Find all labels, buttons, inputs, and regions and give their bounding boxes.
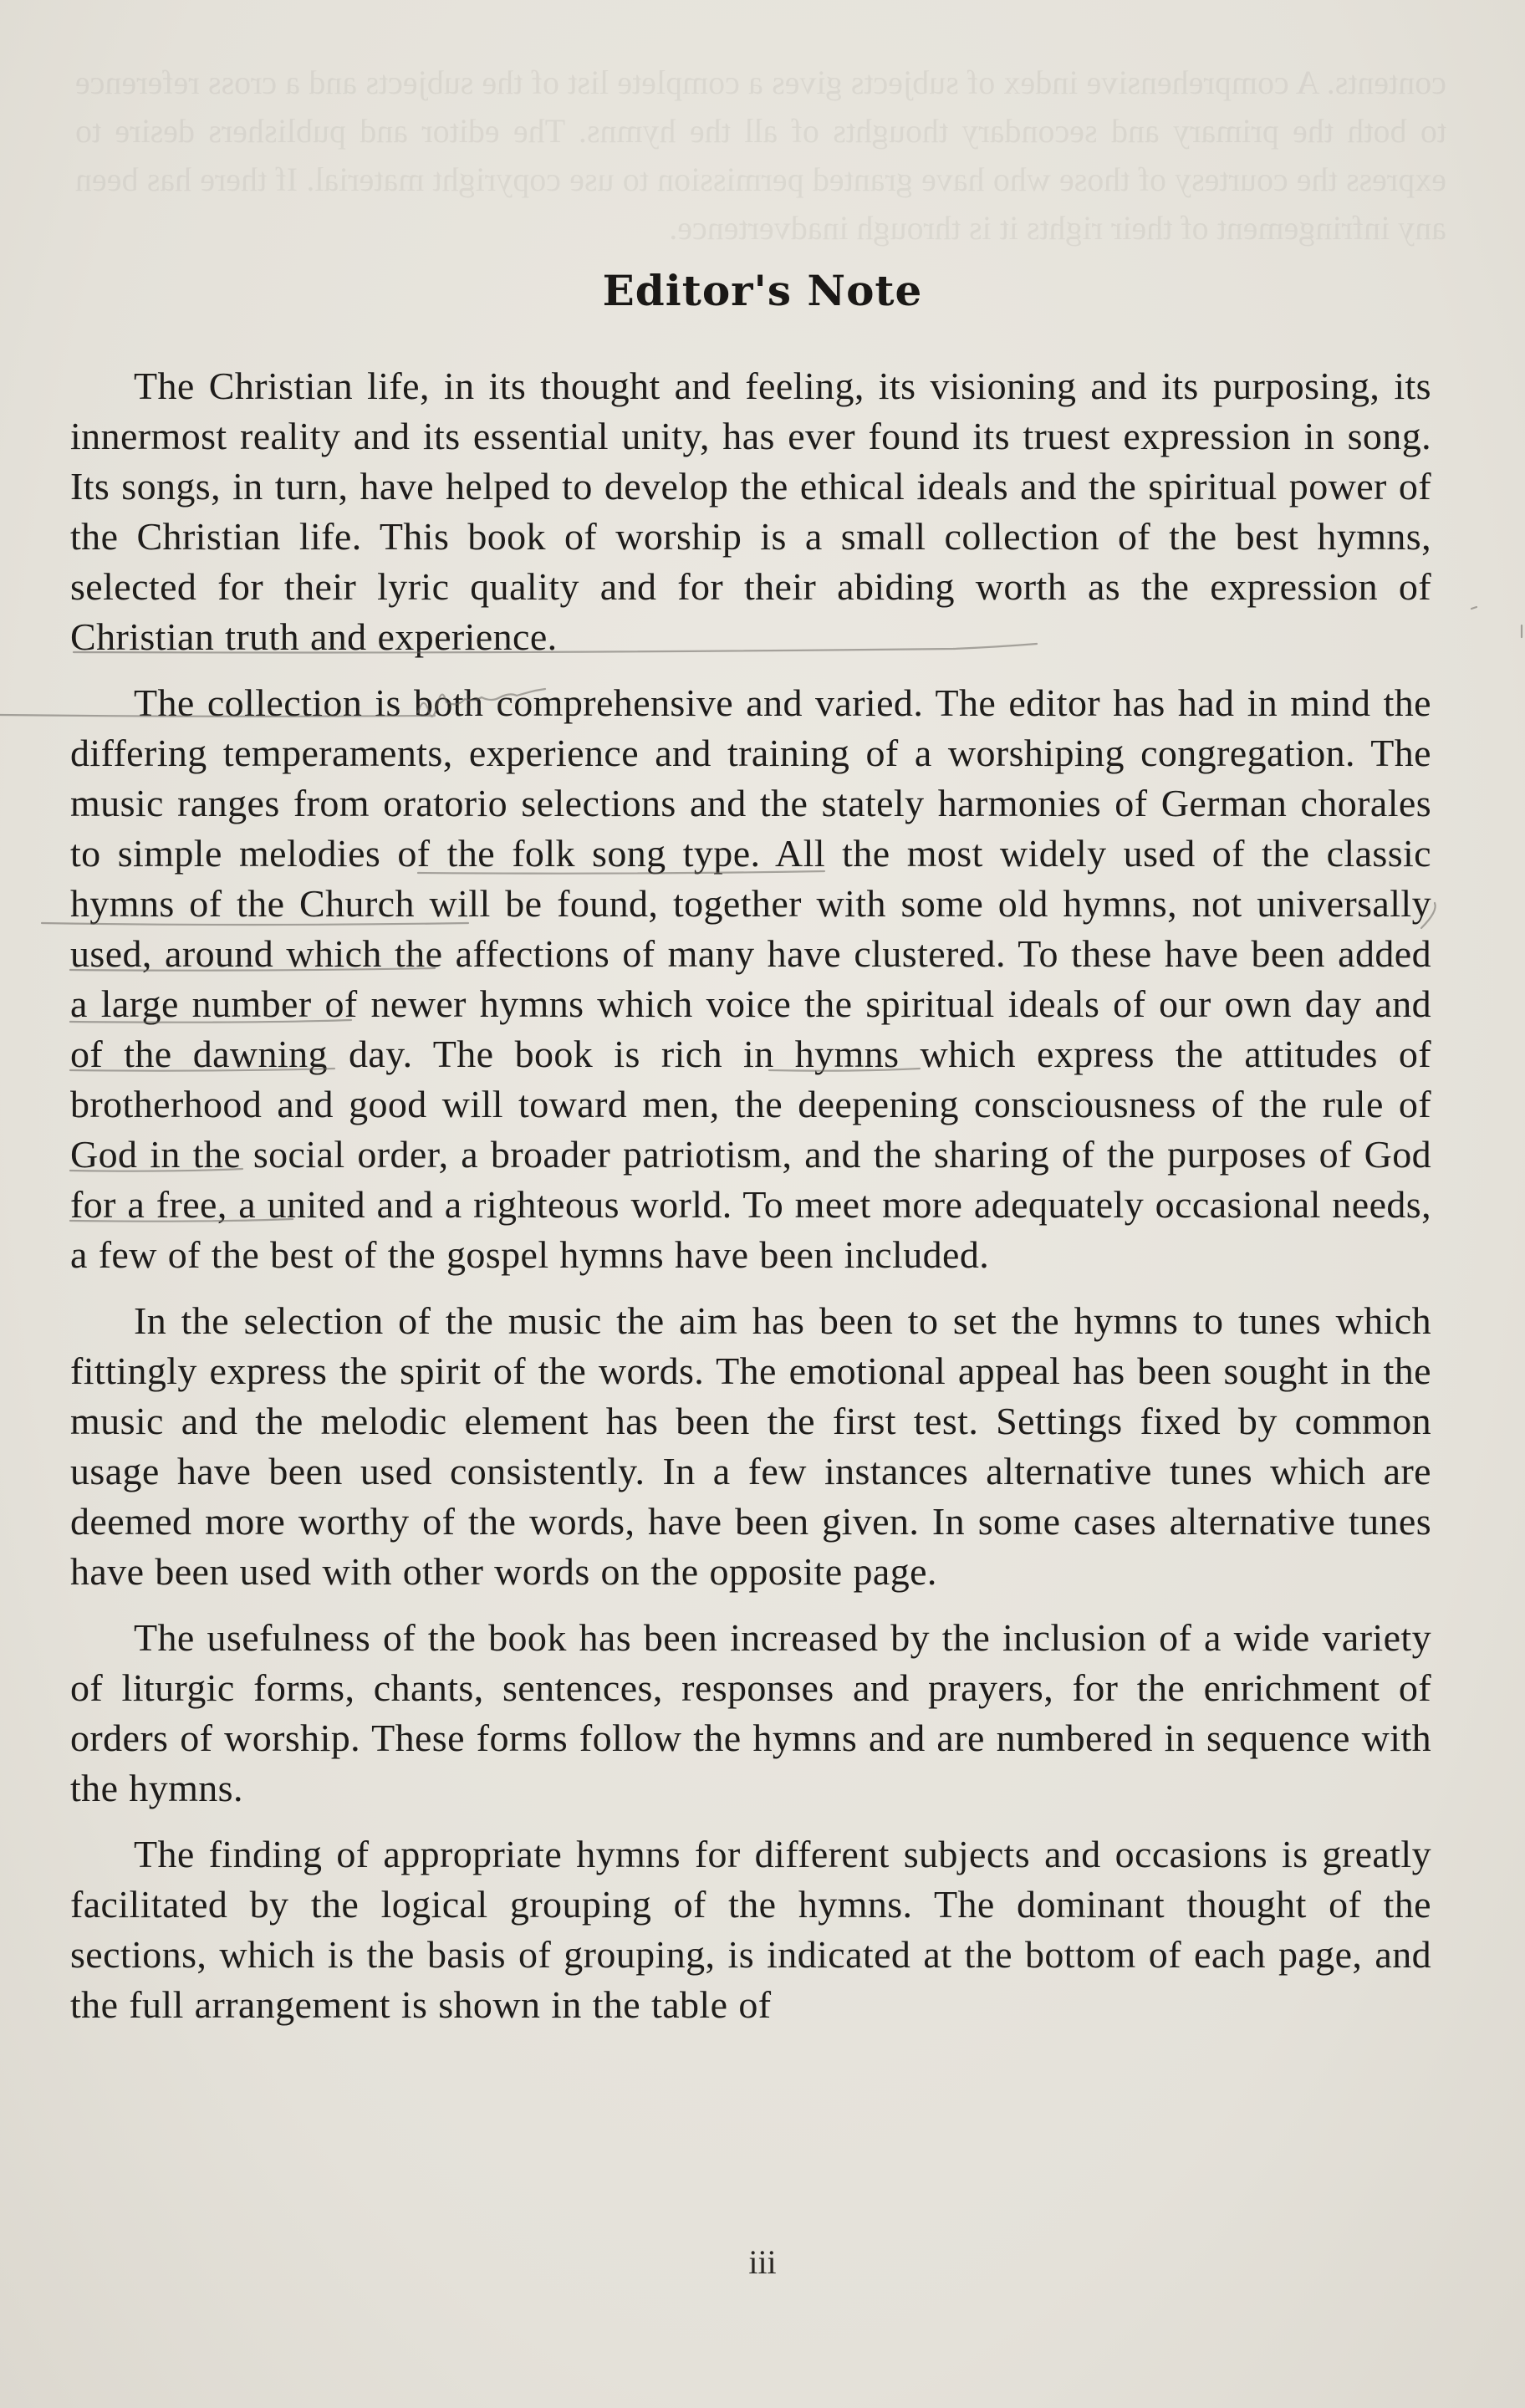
page-number: iii (748, 2243, 777, 2281)
bleed-through-text: contents. A comprehensive index of subjects gives a complete list of the subjects and a cross reference to both the primary and secondary thoughts of all the hymns. The editor and publishers desire to express the courtesy of those who have granted permission to use copyright material. If there has been any infringement of their rights it is through inadvertence. (75, 64, 1446, 247)
pencil-tick-1 (1471, 607, 1477, 609)
paragraph-3: In the selection of the music the aim has been to set the hymns to tunes which fittingly express the spirit of the words. The emotional appeal has been sought in the music and the melodic element has been the first test. Settings fixed by common usage have been used consistently. In a few instances alternative tunes which are deemed more worthy of the words, have been given. In some cases alternative tunes have been used with other words on the opposite page. (70, 1299, 1431, 1593)
paragraph-5: The finding of appropriate hymns for different subjects and occasions is greatly facilitated by the logical grouping of the hymns. The dominant thought of the sections, which is the basis of grouping, is indicated at the bottom of each page, and the full arrangement is shown in the table of (70, 1833, 1431, 2026)
page-title: Editor's Note (602, 266, 923, 315)
paragraph-4: The usefulness of the book has been increased by the inclusion of a wide variety of liturgic forms, chants, sentences, responses and prayers, for the enrichment of orders of worship. These forms follow the hymns and are numbered in sequence with the hymns. (70, 1616, 1431, 1809)
paragraph-2: The collection is both comprehensive and varied. The editor has had in mind the differing temperaments, experience and training of a worshiping congregation. The music ranges from oratorio selections and the stately harmonies of German chorales to simple melodies of the folk song type. All the most widely used of the classic hymns of the Church will be found, together with some old hymns, not universally used, around which the affections of many have clustered. To these have been added a large number of newer hymns which voice the spiritual ideals of our own day and of the dawning day. The book is rich in hymns which express the attitudes of brotherhood and good will toward men, the deepening consciousness of the rule of God in the social order, a broader patriotism, and the sharing of the purposes of God for a free, a united and a righteous world. To meet more adequately occasional needs, a few of the best of the gospel hymns have been included. (70, 681, 1431, 1276)
body-text (70, 361, 1431, 2046)
paragraph-1: The Christian life, in its thought and feeling, its visioning and its purposing, its innermost reality and its essential unity, has ever found its truest expression in song. Its songs, in turn, have helped to develop the ethical ideals and the spiritual power of the Christian life. This book of worship is a small collection of the best hymns, selected for their lyric quality and for their abiding worth as the expression of Christian truth and experience. (70, 365, 1431, 658)
